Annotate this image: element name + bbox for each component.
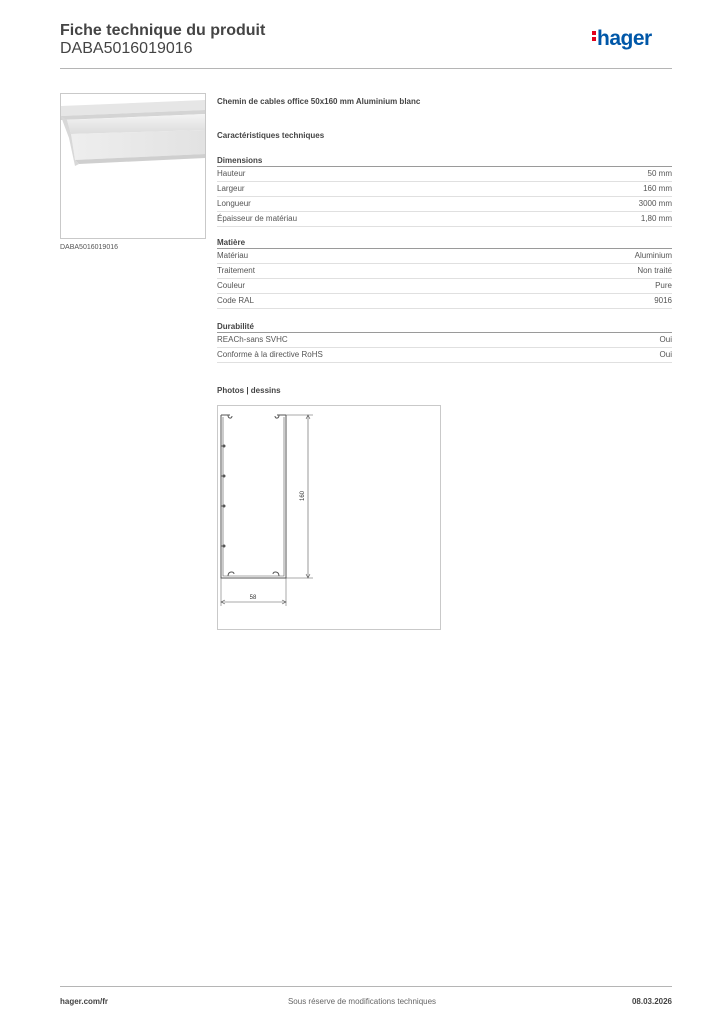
row-value: Pure <box>655 281 672 290</box>
row-value: 9016 <box>654 296 672 305</box>
table-row <box>217 167 672 182</box>
row-label: Largeur <box>217 184 245 193</box>
image-caption: DABA5016019016 <box>60 244 118 251</box>
row-value: 1,80 mm <box>640 214 672 223</box>
height-dimension-label: 160 <box>300 490 306 502</box>
section-title: Durabilité <box>217 321 672 333</box>
row-label: Hauteur <box>217 169 246 178</box>
row-label: Longueur <box>217 199 251 208</box>
technical-drawing <box>217 405 441 630</box>
row-value: Oui <box>659 350 672 359</box>
footer-divider <box>60 986 672 987</box>
tech-characteristics-heading: Caractéristiques techniques <box>217 131 325 140</box>
photos-heading: Photos | dessins <box>217 386 281 395</box>
section-title: Matière <box>217 237 672 249</box>
product-name: Chemin de cables office 50x160 mm Aluminium blanc <box>217 97 421 106</box>
footer-disclaimer: Sous réserve de modifications techniques <box>287 997 437 1006</box>
row-label: Matériau <box>217 251 249 260</box>
durability-section <box>217 321 672 363</box>
row-value: 160 mm <box>643 184 672 193</box>
logo-dots-icon <box>592 29 596 43</box>
product-image <box>60 93 206 239</box>
page-title: Fiche technique du produit <box>60 22 266 39</box>
row-value: Aluminium <box>634 251 672 260</box>
row-label: Épaisseur de matériau <box>217 214 298 223</box>
row-label: Conforme à la directive RoHS <box>217 350 323 359</box>
table-row <box>217 182 672 197</box>
table-row <box>217 249 672 264</box>
table-row <box>217 294 672 309</box>
footer-website-link[interactable]: hager.com/fr <box>60 997 109 1006</box>
row-value: 50 mm <box>647 169 672 178</box>
row-label: Traitement <box>217 266 255 275</box>
row-value: Oui <box>659 335 672 344</box>
row-label: Code RAL <box>217 296 254 305</box>
dimensions-section <box>217 155 672 227</box>
row-value: Non traité <box>637 266 672 275</box>
logo-text: hager <box>597 27 652 50</box>
row-label: Couleur <box>217 281 246 290</box>
hager-logo <box>592 27 652 51</box>
cable-tray-illustration <box>61 94 205 238</box>
material-section <box>217 237 672 309</box>
footer-date: 08.03.2026 <box>631 997 672 1006</box>
table-row <box>217 264 672 279</box>
row-label: REACh-sans SVHC <box>217 335 288 344</box>
header-divider <box>60 68 672 69</box>
cross-section-drawing <box>218 406 440 629</box>
section-title: Dimensions <box>217 155 672 167</box>
table-row <box>217 212 672 227</box>
width-dimension-label: 58 <box>249 595 257 601</box>
table-row <box>217 348 672 363</box>
table-row <box>217 333 672 348</box>
table-row <box>217 279 672 294</box>
row-value: 3000 mm <box>638 199 672 208</box>
table-row <box>217 197 672 212</box>
product-code: DABA5016019016 <box>60 40 193 57</box>
